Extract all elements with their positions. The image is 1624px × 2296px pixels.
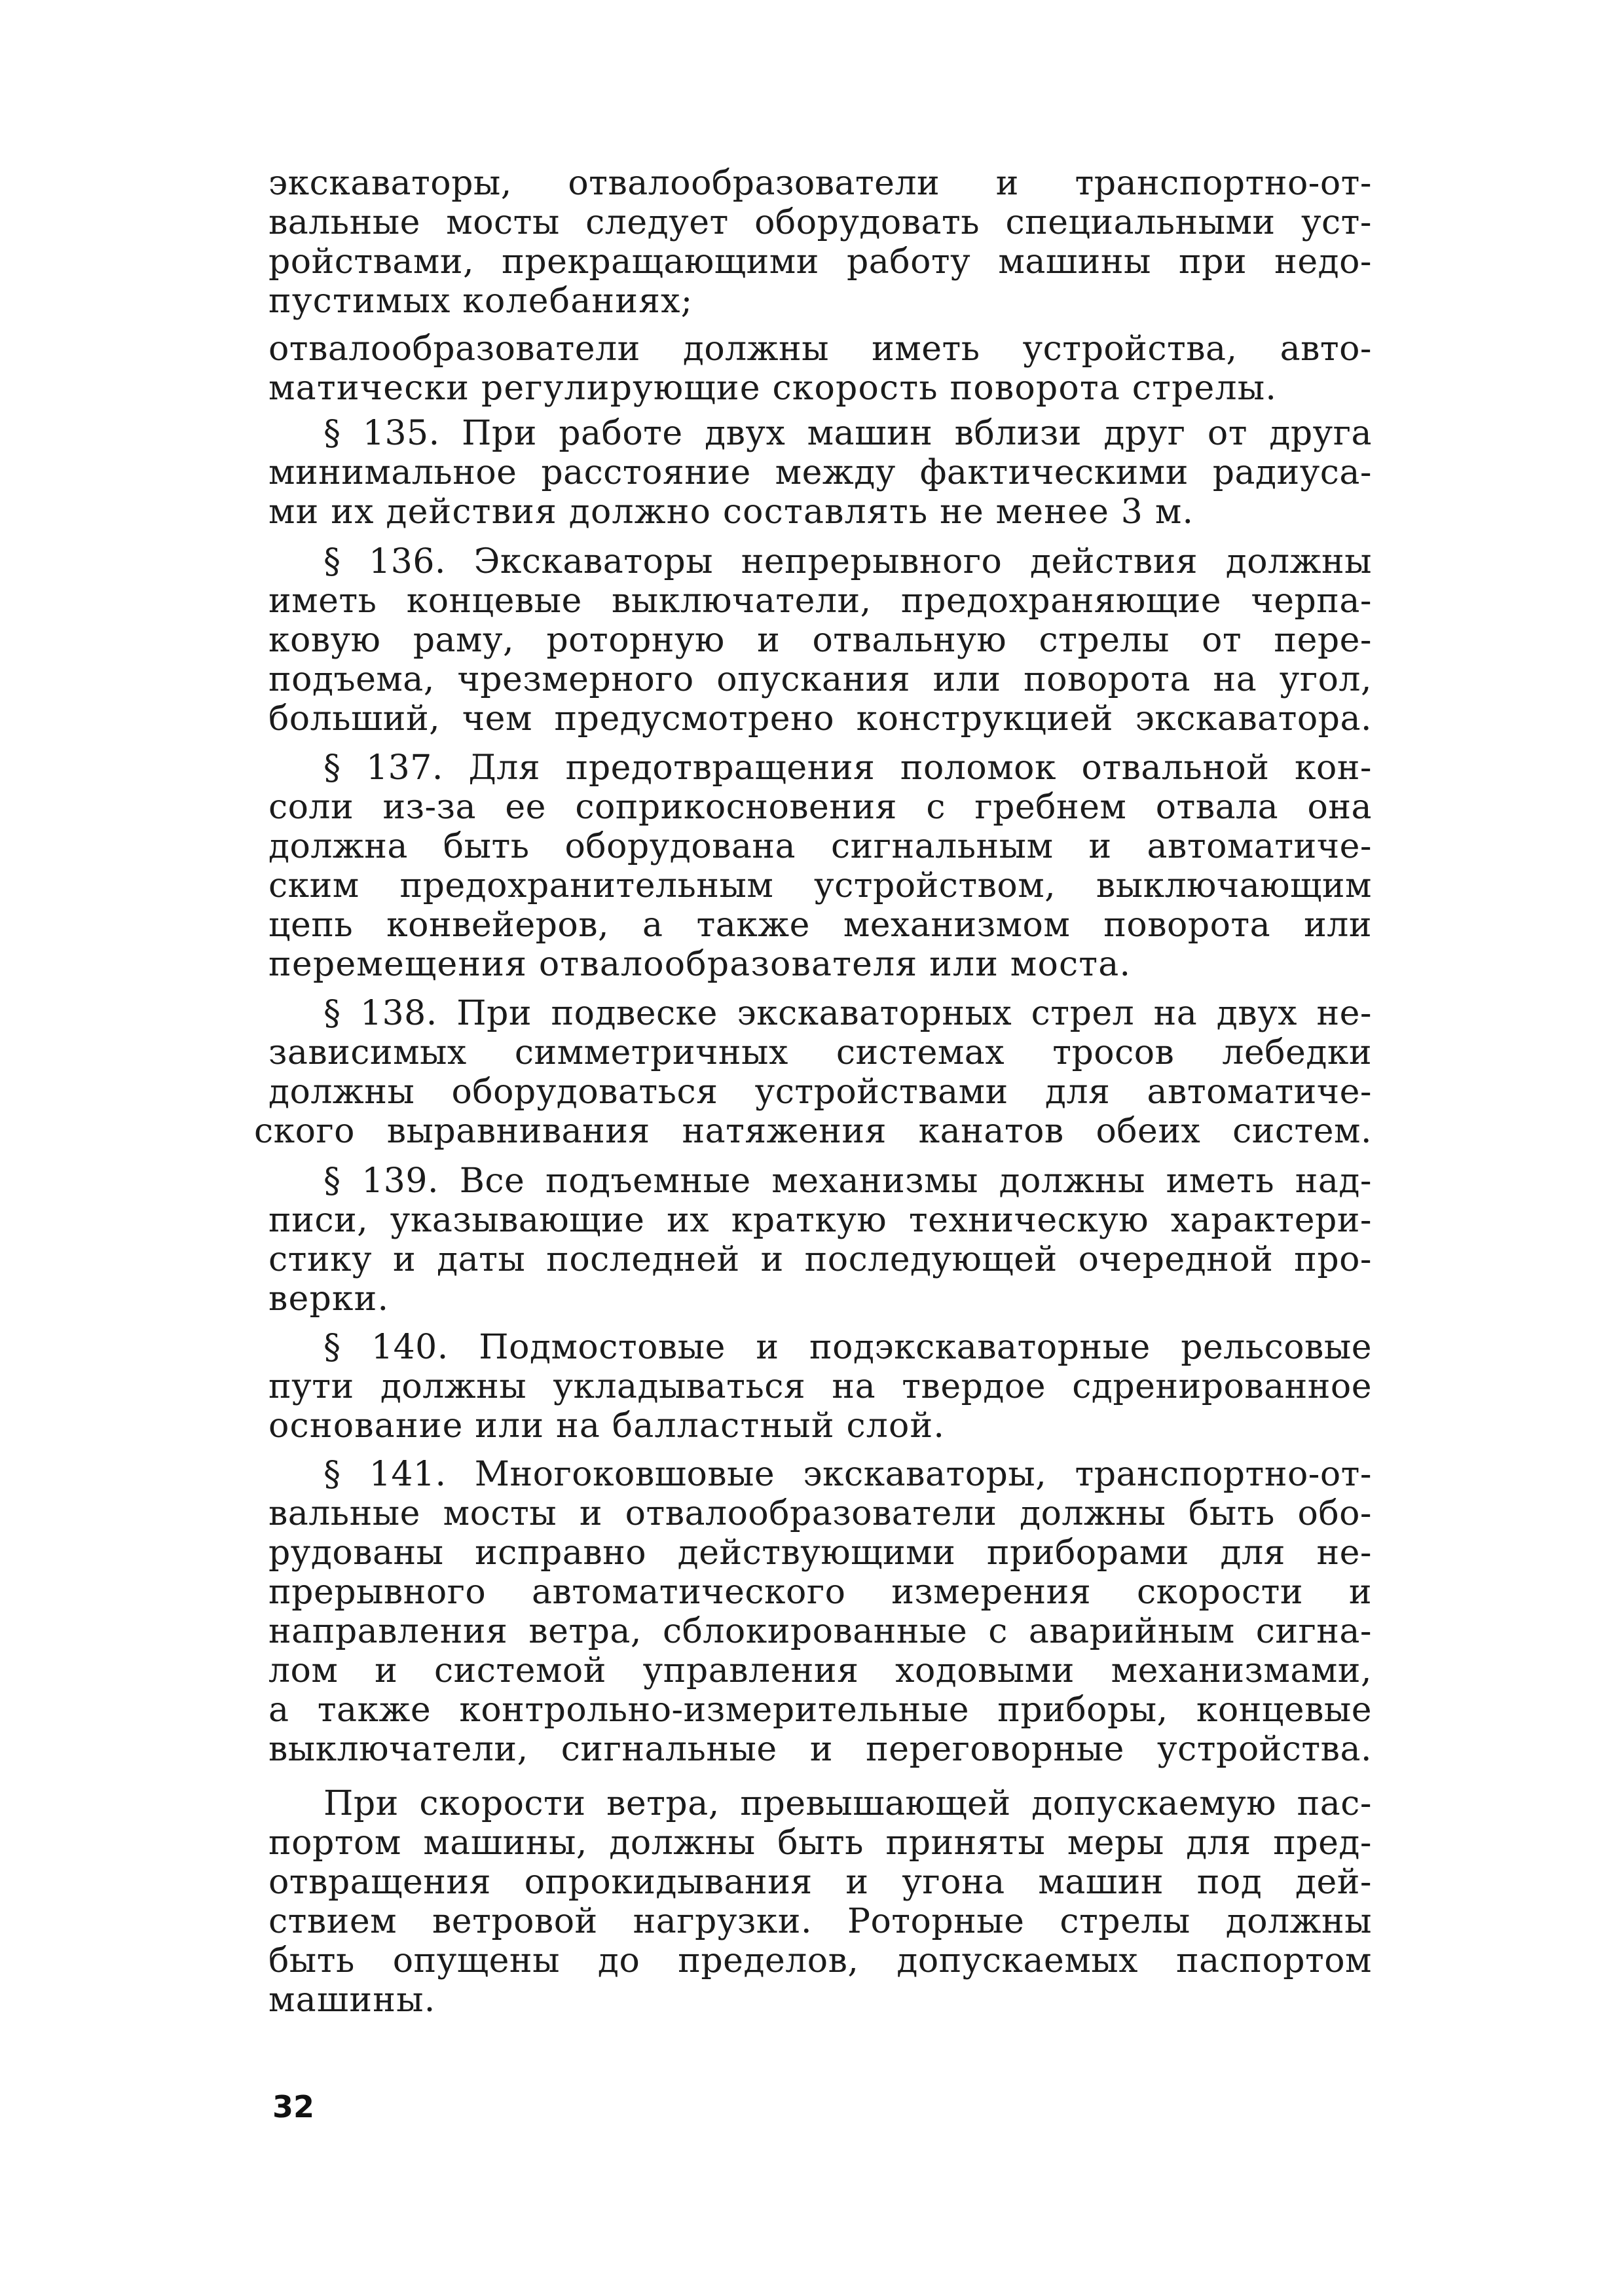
text-line: быть опущены до пределов, допускаемых паспортом <box>268 1941 1372 1980</box>
text-line: ским предохранительным устройством, выключающим <box>268 866 1372 905</box>
text-line: писи, указывающие их краткую техническую характери- <box>268 1201 1372 1240</box>
text-line: стику и даты последней и последующей очередной про- <box>268 1240 1372 1279</box>
text-line: ковую раму, роторную и отвальную стрелы от пере- <box>268 621 1372 660</box>
text-line: экскаваторы, отвалообразователи и транспортно-от- <box>268 164 1372 203</box>
paragraph-138-line: § 138. При подвеске экскаваторных стрел на двух не- <box>323 994 1372 1033</box>
paragraph-136-line: § 136. Экскаваторы непрерывного действия должны <box>323 542 1372 581</box>
text-line: лом и системой управления ходовыми механизмами, <box>268 1651 1372 1690</box>
paragraph-140-line: § 140. Подмостовые и подэкскаваторные рельсовые <box>323 1328 1372 1367</box>
text-line: направления ветра, сблокированные с аварийным сигна- <box>268 1612 1372 1651</box>
text-line: зависимых симметричных системах тросов лебедки <box>268 1033 1372 1072</box>
text-line: пустимых колебаниях; <box>268 282 693 321</box>
text-line: машины. <box>268 1980 436 2020</box>
text-line: рудованы исправно действующими приборами для не- <box>268 1533 1372 1573</box>
text-line: ройствами, прекращающими работу машины при недо- <box>268 242 1372 282</box>
text-line: больший, чем предусмотрено конструкцией экскаватора. <box>268 699 1372 738</box>
paragraph-139-line: § 139. Все подъемные механизмы должны иметь над- <box>323 1161 1372 1201</box>
text-line: подъема, чрезмерного опускания или поворота на угол, <box>268 660 1372 699</box>
paragraph-135-line: § 135. При работе двух машин вблизи друг от друга <box>323 414 1372 453</box>
text-line: цепь конвейеров, а также механизмом поворота или <box>268 905 1372 945</box>
text-line: должна быть оборудована сигнальным и автоматиче- <box>268 827 1372 866</box>
text-line: а также контрольно-измерительные приборы, концевые <box>268 1690 1372 1730</box>
paragraph-137-line: § 137. Для предотвращения поломок отвальной кон- <box>323 748 1372 788</box>
text-line: вальные мосты следует оборудовать специальными уст- <box>268 203 1372 242</box>
page-number: 32 <box>272 2089 315 2124</box>
text-line: минимальное расстояние между фактическими радиуса- <box>268 453 1372 492</box>
text-line: основание или на балластный слой. <box>268 1406 946 1446</box>
text-line: вальные мосты и отвалообразователи должны быть обо- <box>268 1494 1372 1533</box>
text-line: портом машины, должны быть приняты меры для пред- <box>268 1823 1372 1863</box>
paragraph-141-line: § 141. Многоковшовые экскаваторы, транспортно-от- <box>323 1455 1372 1494</box>
wind-paragraph-line: При скорости ветра, превышающей допускаемую пас- <box>323 1784 1372 1823</box>
text-line: ми их действия должно составлять не менее 3 м. <box>268 492 1194 532</box>
text-line: иметь концевые выключатели, предохраняющие черпа- <box>268 581 1372 621</box>
text-line: прерывного автоматического измерения скорости и <box>268 1573 1372 1612</box>
text-line: отвалообразователи должны иметь устройства, авто- <box>268 329 1372 369</box>
text-line: должны оборудоваться устройствами для автоматиче- <box>268 1072 1372 1112</box>
text-line: матически регулирующие скорость поворота стрелы. <box>268 369 1278 408</box>
text-line: перемещения отвалообразователя или моста. <box>268 945 1132 984</box>
text-line: выключатели, сигнальные и переговорные устройства. <box>268 1730 1372 1769</box>
text-line: верки. <box>268 1279 390 1319</box>
text-line: отвращения опрокидывания и угона машин под дей- <box>268 1863 1372 1902</box>
text-line: соли из-за ее соприкосновения с гребнем отвала она <box>268 788 1372 827</box>
text-line: ствием ветровой нагрузки. Роторные стрелы должны <box>268 1902 1372 1941</box>
text-line: ского выравнивания натяжения канатов обеих систем. <box>254 1112 1372 1151</box>
text-line: пути должны укладываться на твердое сдренированное <box>268 1367 1372 1406</box>
